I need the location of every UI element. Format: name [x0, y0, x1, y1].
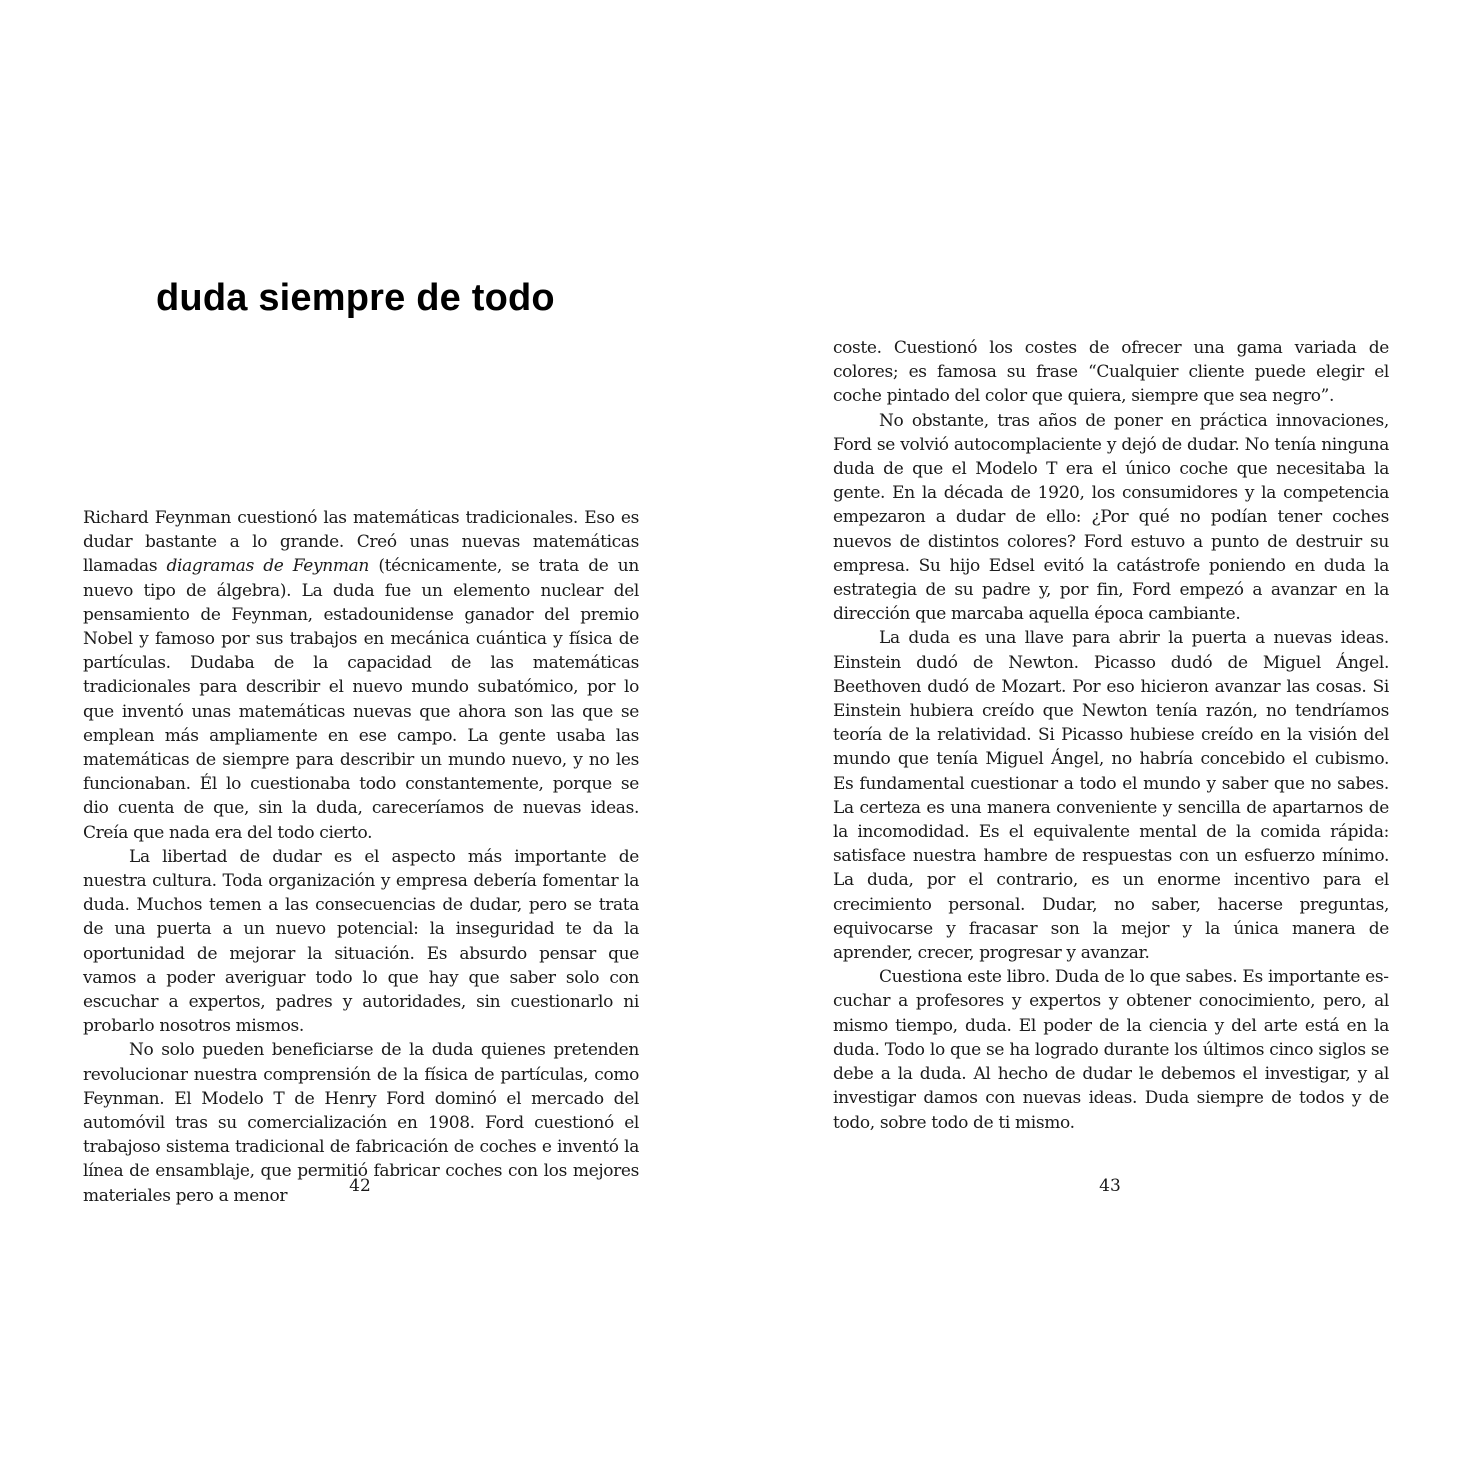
paragraph-5: No obstante, tras años de poner en práctica innovaciones, Ford se volvió autocomplaciente y dejó de dudar. No tenía ninguna duda de que el Modelo T era el único coche que necesitaba la gente. En la década de 1920, los consumidores y la competencia empezaron a dudar de ello: ¿Por qué no podían tener coches nuevos de distintos colores? Ford estuvo a punto de destruir su empresa. Su hijo Edsel evitó la catástrofe poniendo en duda la estrategia de su padre y, por fin, Ford empezó a avanzar en la dirección que marcaba aquella época cambiante.: [833, 410, 1389, 625]
paragraph-1-text-before: Richard Feynman cuestionó las matemáticas tradicionales. Eso es dudar bastante a lo grande. Creó unas nuevas matemáticas llamadas: [83, 508, 639, 577]
right-page: [736, 0, 1472, 1472]
page-number-right: 43: [1099, 1176, 1121, 1196]
paragraph-6: La duda es una llave para abrir la puerta a nuevas ideas. Einstein dudó de Newton. Picasso dudó de Miguel Ángel. Beethoven dudó de Mozart. Por eso hicieron avanzar las cosas. Si Einstein hubiera creído que Newton tenía razón, no tendríamos teoría de la relatividad. Si Picasso hubiese creído en la visión del mundo que tenía Miguel Ángel, no habría concebido el cubismo. Es fundamental cuestionar a todo el mundo y saber que no sabes. La certeza es una manera conveniente y sencilla de apartarnos de la incomodidad. Es el equivalente mental de la comida rápida: satisface nuestra hambre de respuestas con un esfuerzo mínimo. La duda, por el contrario, es un enorme incentivo para el crecimiento personal. Dudar, no saber, hacerse preguntas, equivocarse y fracasar son la mejor y la única manera de aprender, crecer, progresar y avanzar.: [833, 628, 1389, 964]
paragraph-3: No solo pueden beneficiarse de la duda quienes pretenden revolucionar nuestra comprensión de la física de partículas, como Feynman. El Modelo T de Henry Ford dominó el mercado del automóvil tras su comercialización en 1908. Ford cuestionó el trabajoso sistema tradicional de fabricación de coches e inventó la línea de ensamblaje, que permitió fabricar coches con los mejores materiales pero a menor: [83, 1040, 639, 1206]
page-number-left: 42: [349, 1176, 371, 1196]
paragraph-7: Cuestiona este libro. Duda de lo que sabes. Es importante escuchar a profesores y expertos y obtener conocimiento, pero, al mismo tiempo, duda. El poder de la ciencia y del arte está en la duda. Todo lo que se ha logrado durante los últimos cinco siglos se debe a la duda. Al hecho de dudar le debemos el investigar, y al investigar damos con nuevas ideas. Duda siempre de todos y de todo, sobre todo de ti mismo.: [833, 967, 1389, 1133]
paragraph-1: [83, 506, 639, 845]
chapter-title: duda siempre de todo: [156, 277, 555, 319]
right-page-body: [833, 336, 1389, 1135]
paragraph-1-text-after: (técnicamente, se trata de un nuevo tipo de álgebra). La duda fue un elemento nuclear del pensamiento de Feynman, estadounidense ganador del premio Nobel y famoso por sus trabajos en mecánica cuántica y física de partículas. Dudaba de la capacidad de las matemáticas tradicionales para describir el nuevo mundo subatómico, por lo que inventó unas matemáticas nuevas que ahora son las que se emplean más ampliamente en ese campo. La gente usaba las matemáticas de siempre para describir un mundo nuevo, y no les funcionaban. Él lo cuestionaba todo constantemente, porque se dio cuenta de que, sin la duda, careceríamos de nuevas ideas. Creía que nada era del todo cierto.: [83, 556, 639, 843]
paragraph-2: La libertad de dudar es el aspecto más importante de nuestra cultura. Toda organización y empresa debería fomentar la duda. Muchos temen a las consecuencias de dudar, pero se trata de una puerta a un nuevo potencial: la inseguridad te da la oportunidad de mejorar la situación. Es absurdo pensar que vamos a poder averiguar todo lo que hay que saber solo con escuchar a expertos, padres y autoridades, sin cuestionarlo ni probarlo nosotros mismos.: [83, 846, 639, 1037]
left-page-body: [83, 506, 639, 1208]
paragraph-4: coste. Cuestionó los costes de ofrecer una gama variada de colores; es famosa su frase “Cualquier cliente puede elegir el coche pintado del color que quiera, siempre que sea negro”.: [833, 338, 1389, 407]
paragraph-1-italic-term: diagramas de Feynman: [166, 556, 370, 577]
